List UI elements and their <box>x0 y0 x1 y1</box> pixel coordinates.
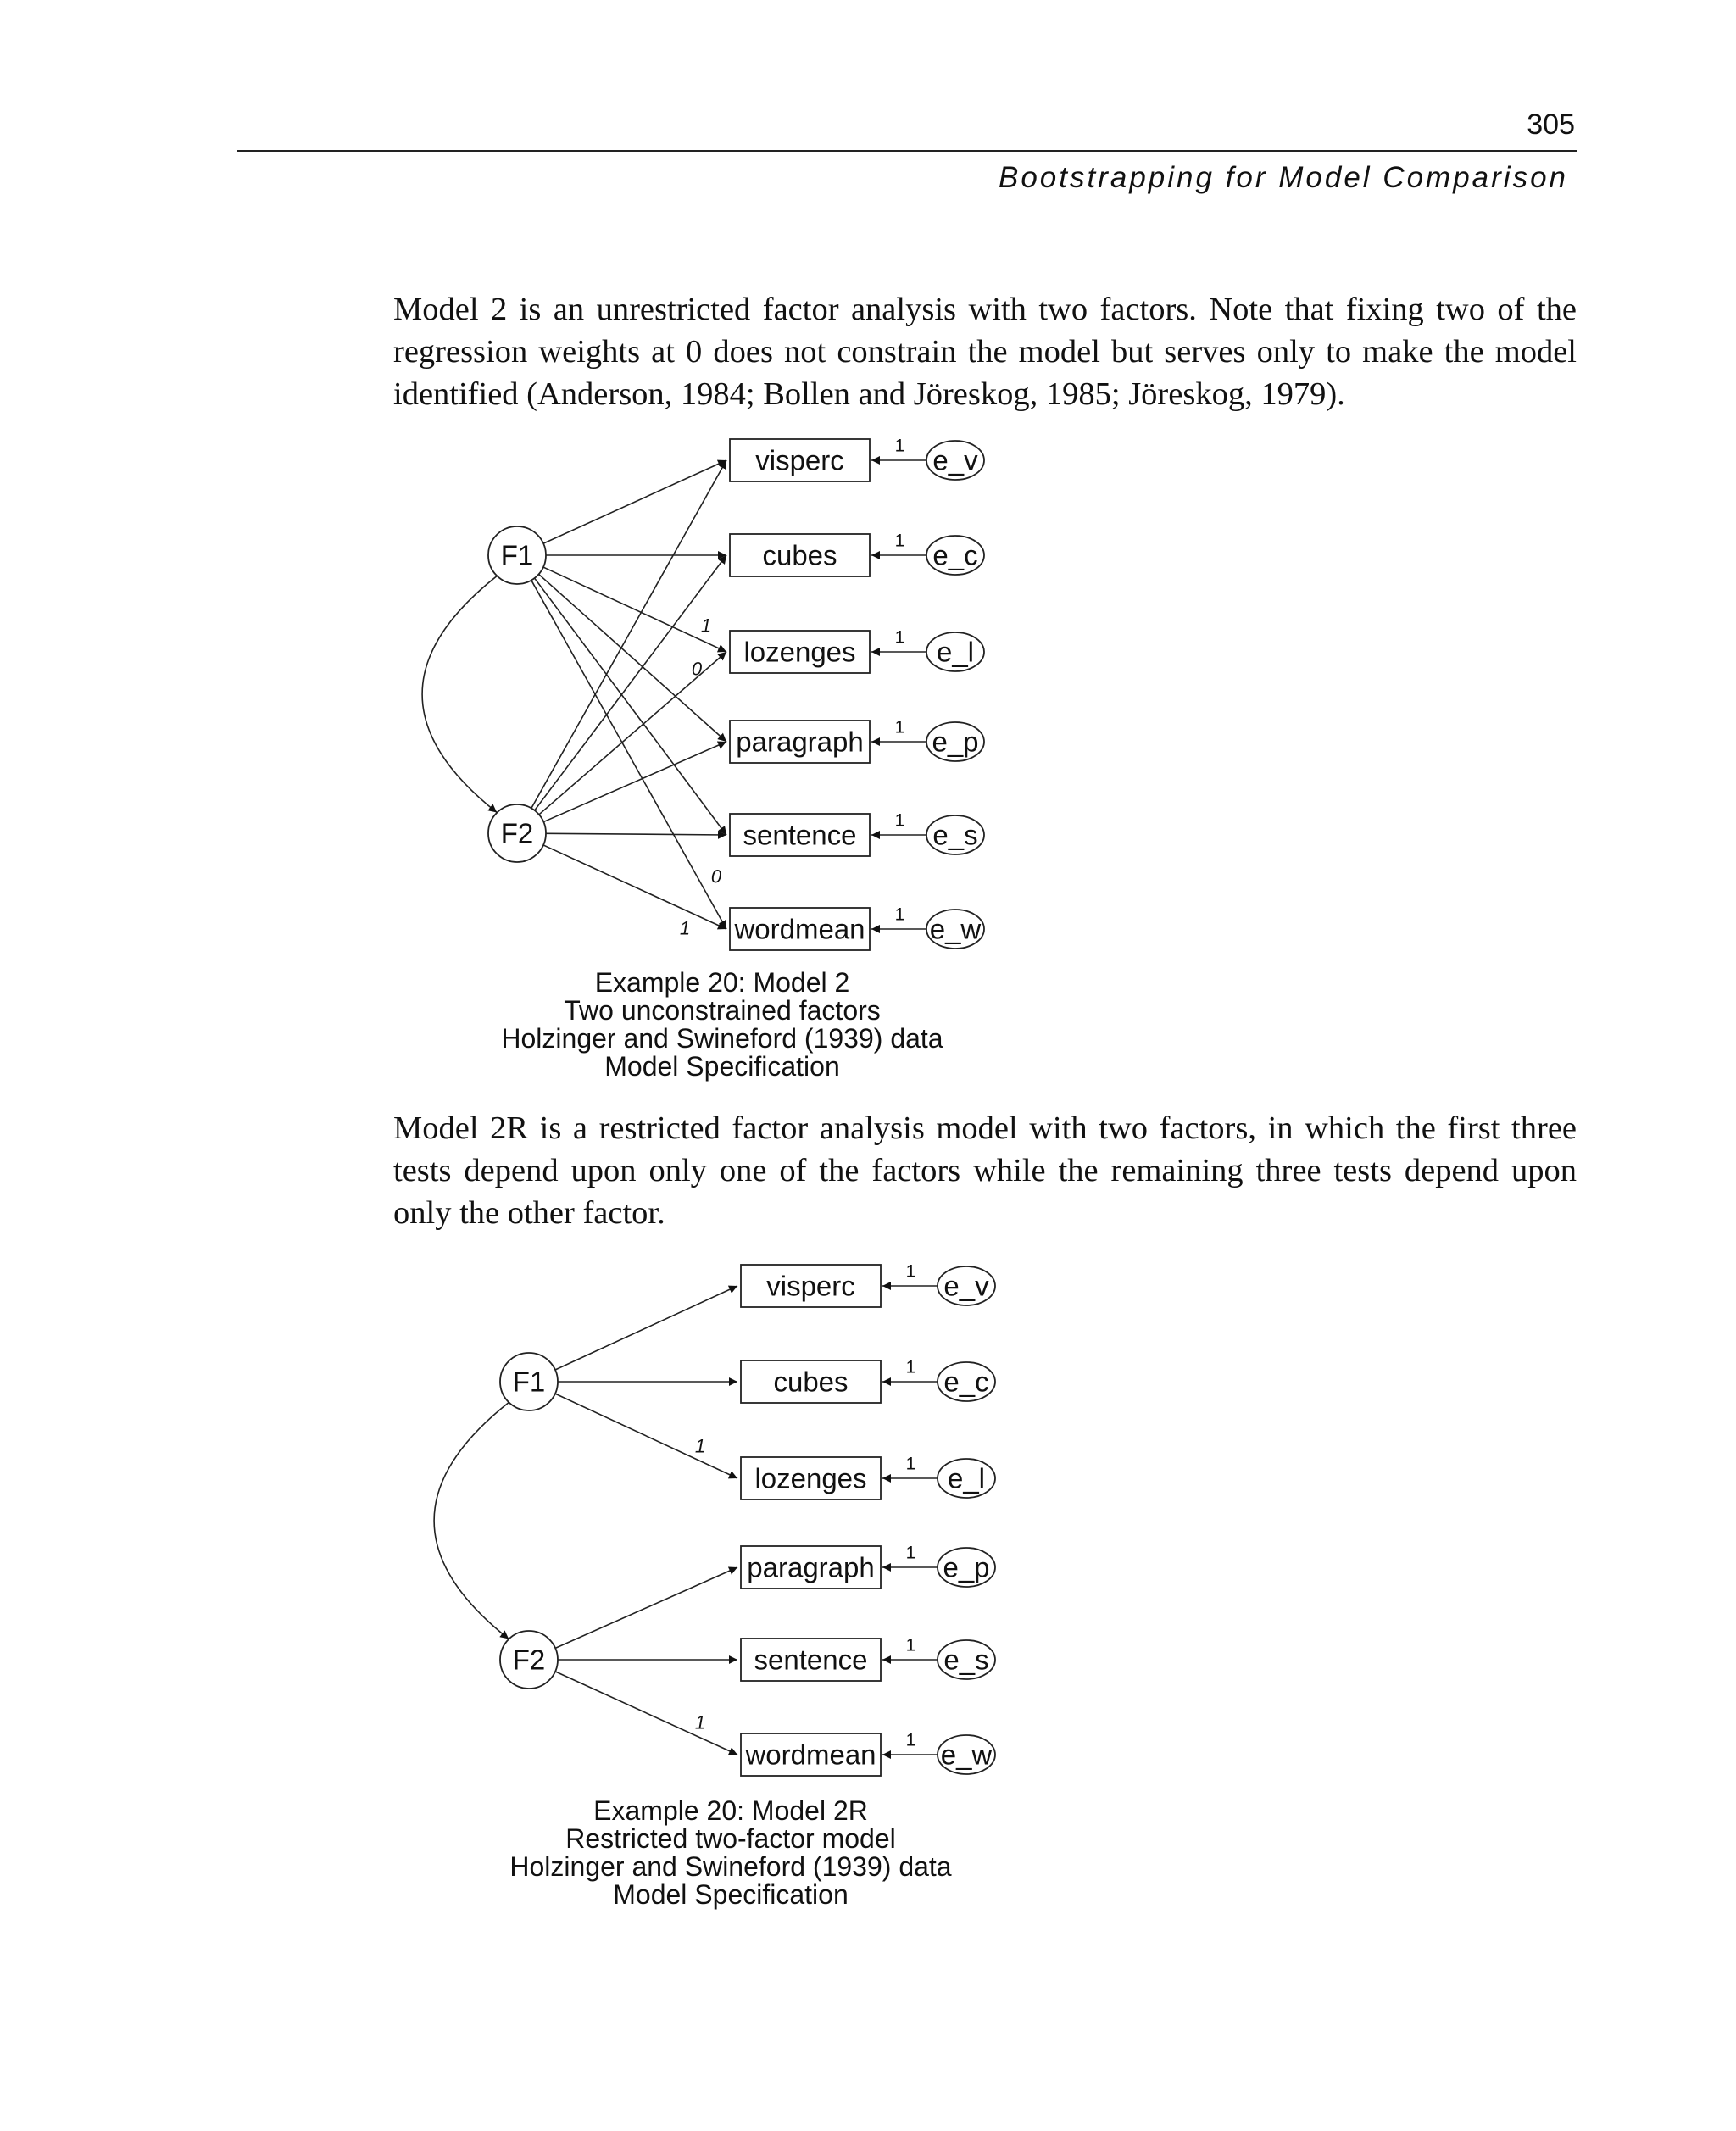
error-path-weight: 1 <box>905 1454 916 1474</box>
observed-variable-label: cubes <box>762 539 837 571</box>
fixed-weight-label: 1 <box>700 615 712 637</box>
error-path-weight: 1 <box>905 1261 916 1282</box>
observed-variable-label: sentence <box>754 1644 868 1676</box>
caption-line: Example 20: Model 2 <box>594 967 850 998</box>
error-label: e_w <box>929 913 982 945</box>
factor-label: F1 <box>512 1366 546 1398</box>
fixed-weight-label: 1 <box>679 917 691 939</box>
model-2r-path-diagram <box>0 1246 1736 1797</box>
observed-variable-label: sentence <box>743 819 857 851</box>
regression-path <box>535 555 726 810</box>
paragraph-line: identified (Anderson, 1984; Bollen and Jöreskog, 1985; Jöreskog, 1979). <box>393 376 1345 412</box>
caption-line: Restricted two-factor model <box>565 1823 896 1854</box>
regression-path <box>555 1567 737 1648</box>
observed-variable-label: paragraph <box>736 726 864 758</box>
error-path-weight: 1 <box>905 1543 916 1563</box>
factor-covariance-arc <box>434 1402 509 1639</box>
model-2-caption <box>426 969 1019 1081</box>
running-header: Bootstrapping for Model Comparison <box>998 161 1568 194</box>
regression-path <box>543 845 726 929</box>
paragraph-line: Model 2 is an unrestricted factor analysis with two factors. Note that fixing two of the <box>393 292 1577 327</box>
error-path-weight: 1 <box>905 1730 916 1750</box>
paragraph-line: tests depend upon only one of the factors while the remaining three tests depend upon <box>393 1153 1577 1188</box>
factor-label: F2 <box>500 817 534 849</box>
regression-path <box>546 833 726 835</box>
factor-covariance-arc <box>422 576 497 812</box>
observed-variable-label: wordmean <box>734 913 865 945</box>
caption-line: Holzinger and Swineford (1939) data <box>501 1023 943 1054</box>
factor-label: F1 <box>500 539 534 571</box>
model-2r-caption <box>434 1797 1027 1909</box>
regression-path <box>555 1672 737 1755</box>
observed-variable-label: visperc <box>755 444 844 476</box>
error-label: e_w <box>940 1739 993 1771</box>
observed-variable-label: cubes <box>773 1366 849 1398</box>
error-path-weight: 1 <box>894 904 905 925</box>
error-label: e_s <box>943 1644 989 1676</box>
error-label: e_l <box>947 1462 986 1494</box>
fixed-weight-label: 0 <box>691 658 703 680</box>
caption-line: Holzinger and Swineford (1939) data <box>509 1851 952 1882</box>
paragraph-line: only the other factor. <box>393 1195 665 1231</box>
observed-variable-label: lozenges <box>754 1462 867 1494</box>
model-2-path-diagram <box>0 424 1736 966</box>
regression-path <box>543 742 726 822</box>
caption-line: Two unconstrained factors <box>564 995 881 1026</box>
error-label: e_c <box>943 1366 989 1398</box>
error-label: e_v <box>943 1270 989 1302</box>
error-label: e_l <box>936 636 975 668</box>
error-path-weight: 1 <box>894 627 905 648</box>
error-path-weight: 1 <box>894 436 905 456</box>
caption-line: Model Specification <box>604 1051 840 1082</box>
factor-label: F2 <box>512 1644 546 1676</box>
observed-variable-label: visperc <box>766 1270 855 1302</box>
observed-variable-label: lozenges <box>743 636 856 668</box>
caption-line: Example 20: Model 2R <box>593 1795 868 1826</box>
error-label: e_c <box>932 539 978 571</box>
paragraph-model-2r <box>393 1107 1577 1234</box>
observed-variable-label: paragraph <box>747 1551 875 1583</box>
error-label: e_s <box>932 819 978 851</box>
fixed-weight-label: 1 <box>694 1435 706 1457</box>
paragraph-model-2 <box>393 288 1577 415</box>
error-label: e_p <box>932 726 979 758</box>
error-path-weight: 1 <box>894 531 905 551</box>
regression-path <box>555 1394 737 1478</box>
error-path-weight: 1 <box>894 810 905 831</box>
caption-line: Model Specification <box>613 1879 849 1910</box>
regression-path <box>555 1286 737 1370</box>
fixed-weight-label: 0 <box>710 865 722 887</box>
error-label: e_p <box>943 1551 990 1583</box>
observed-variable-label: wordmean <box>745 1739 876 1771</box>
regression-path <box>543 567 726 652</box>
header-rule <box>237 150 1577 152</box>
paragraph-line: regression weights at 0 does not constrain the model but serves only to make the model <box>393 334 1577 370</box>
regression-path <box>535 578 726 835</box>
regression-path <box>543 460 726 543</box>
error-path-weight: 1 <box>905 1357 916 1377</box>
error-path-weight: 1 <box>905 1635 916 1655</box>
error-path-weight: 1 <box>894 717 905 737</box>
page-number: 305 <box>1527 108 1575 141</box>
paragraph-line: Model 2R is a restricted factor analysis model with two factors, in which the first three <box>393 1110 1577 1146</box>
error-label: e_v <box>932 444 978 476</box>
fixed-weight-label: 1 <box>694 1711 706 1733</box>
